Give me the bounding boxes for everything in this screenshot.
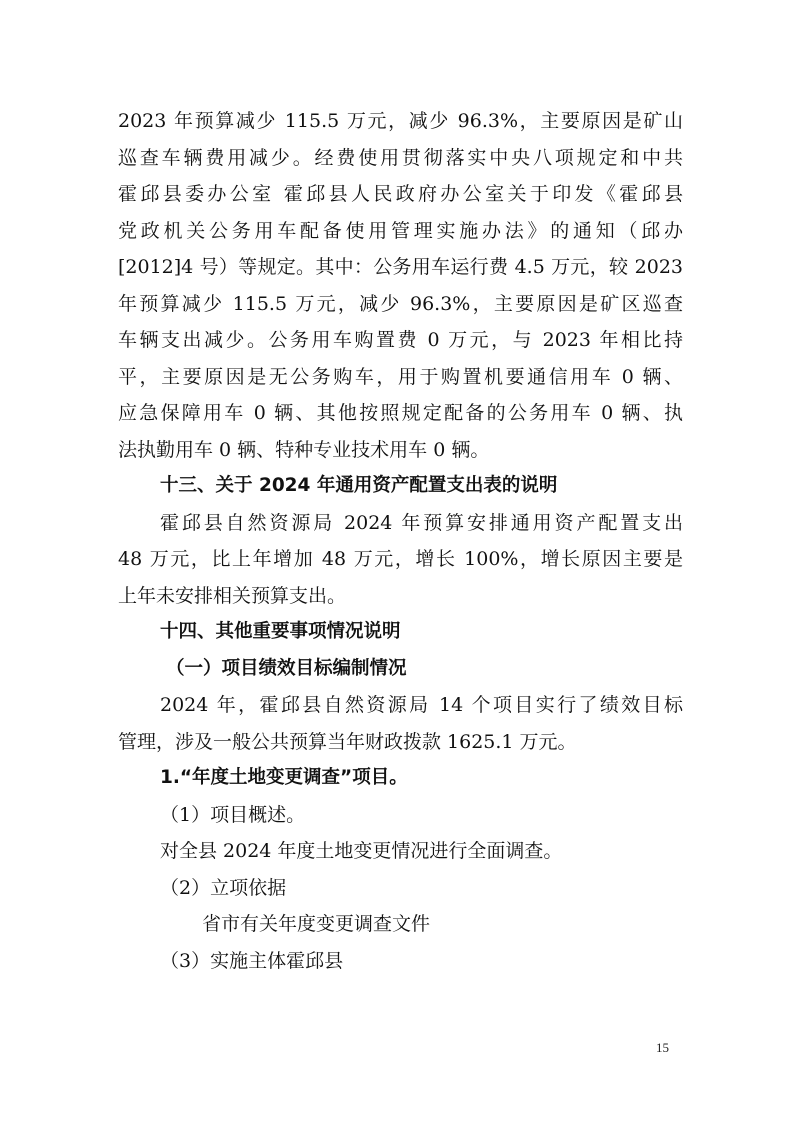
body-text bbox=[118, 103, 683, 979]
paragraph-line: 2023 年预算减少 115.5 万元，减少 96.3%，主要原因是矿山 bbox=[118, 110, 683, 132]
paragraph-line: 霍邱县自然资源局 2024 年预算安排通用资产配置支出 bbox=[160, 511, 683, 534]
item-heading: （2）立项依据 bbox=[160, 876, 287, 899]
paragraph-line: 党政机关公务用车配备使用管理实施办法》的通知（邱办 bbox=[118, 219, 683, 242]
paragraph-line: 车辆支出减少。公务用车购置费 0 万元，与 2023 年相比持 bbox=[118, 329, 683, 351]
item-heading: （3）实施主体霍邱县 bbox=[160, 949, 344, 972]
project-heading: 1.“年度土地变更调查”项目。 bbox=[160, 767, 408, 788]
page-number: 15 bbox=[656, 1040, 669, 1055]
paragraph-line: [2012]4 号）等规定。其中：公务用车运行费 4.5 万元，较 2023 bbox=[118, 256, 683, 278]
paragraph-line: 2024 年，霍邱县自然资源局 14 个项目实行了绩效目标 bbox=[160, 694, 683, 716]
paragraph-line: 对全县 2024 年度土地变更情况进行全面调查。 bbox=[160, 840, 563, 862]
section-heading-14: 十四、其他重要事项情况说明 bbox=[160, 621, 401, 642]
paragraph-line: 巡查车辆费用减少。经费使用贯彻落实中央八项规定和中共 bbox=[118, 146, 683, 169]
subsection-heading: （一）项目绩效目标编制情况 bbox=[166, 657, 407, 679]
paragraph-line: 48 万元，比上年增加 48 万元，增长 100%，增长原因主要是 bbox=[118, 548, 683, 570]
paragraph-line: 平，主要原因是无公务购车，用于购置机要通信用车 0 辆、 bbox=[118, 365, 683, 388]
paragraph-line: 省市有关年度变更调查文件 bbox=[202, 913, 431, 935]
paragraph-line: 管理，涉及一般公共预算当年财政拨款 1625.1 万元。 bbox=[118, 730, 577, 753]
paragraph-line: 年预算减少 115.5 万元，减少 96.3%，主要原因是矿区巡查 bbox=[118, 292, 683, 315]
paragraph-line: 应急保障用车 0 辆、其他按照规定配备的公务用车 0 辆、执 bbox=[118, 402, 683, 424]
paragraph-line: 上年未安排相关预算支出。 bbox=[118, 584, 347, 607]
paragraph-line: 法执勤用车 0 辆、特种专业技术用车 0 辆。 bbox=[118, 438, 490, 461]
section-heading-13: 十三、关于 2024 年通用资产配置支出表的说明 bbox=[160, 475, 558, 496]
paragraph-line: 霍邱县委办公室 霍邱县人民政府办公室关于印发《霍邱县 bbox=[118, 183, 683, 205]
item-heading: （1）项目概述。 bbox=[160, 803, 306, 826]
